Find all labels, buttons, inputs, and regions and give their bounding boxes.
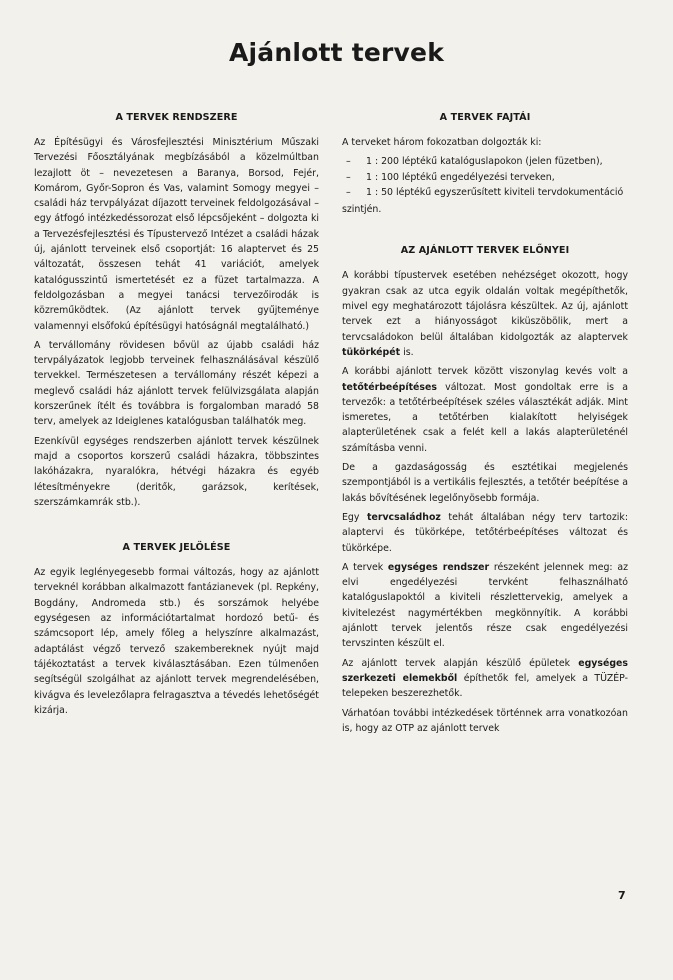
paragraph [342,268,628,360]
list-item: – 1 : 200 léptékű katalóguslapokon (jelen füzetben), [342,154,628,169]
text-run: A tervek [342,561,384,573]
text-run: A korábbi típustervek esetében nehézséget okozott, hogy gyakran csak az utca egyik oldalán voltak megépíthetők, mivel egy meghatározott tájolásra készültek. Az új, ajánlott tervek ezt a hiányosságot kiküszöbölik, mert a tervcsaládokon belül általában kidolgozták az alaptervek [342,270,628,343]
paragraph: A terveket három fokozatban dolgozták ki: [342,137,542,148]
text-run: változat. Most gondoltak erre is a tervezők: a tetőtérbeépítések széles választékát adják. Mint ismeretes, a tetőtérben kialakított helyiségek alapterületének csak a felét kell a lakás alapterületénél számításba venni. [342,381,629,454]
bold-text: tetőtérbeépítéses [342,381,437,393]
paragraph [342,560,628,652]
bold-text: egységes szerkezeti elemekből [342,657,628,684]
bold-text: tükörképét [342,346,401,358]
paragraph: A tervállomány rövidesen bővül az újabb családi ház tervpályázatok legjobb terveinek felhasználásával készülő tervekkel. Természetesen a tervállomány részét képezi a meglevő családi ház ajánlott tervek felülvizsgálata alapján korszerűnek ítélt és továbbra is forgalomban maradó 58 terv, amelyek az Ideiglenes katalógusban találhatók meg. [34,339,319,428]
page-number: 7 [618,889,626,902]
text-run: A korábbi ajánlott tervek között viszonylag kevés volt a [342,366,628,378]
bold-text: egységes rendszer [387,561,490,573]
right-column [342,112,628,740]
paragraph [342,656,628,702]
bold-text: tervcsaládhoz [366,511,441,523]
paragraph [342,364,628,456]
left-column [34,112,319,722]
section-heading-rendszere: A TERVEK RENDSZERE [115,112,238,123]
paragraph: Várhatóan további intézkedések történnek arra vonatkozóan is, hogy az OTP az ajánlott tervek [342,707,628,734]
text-run: Egy [342,511,360,523]
section-heading-jelolese: A TERVEK JELÖLÉSE [122,542,231,554]
page-title: Ajánlott tervek [228,38,445,67]
paragraph [342,510,628,556]
paragraph: szintjén. [342,204,382,216]
paragraph: Az Építésügyi és Városfejlesztési Minisztérium Műszaki Tervezési Főosztályának megbízásából a közelmúltban lezajlott öt – nevezetesen a Baranya, Borsod, Fejér, Komárom, Győr-Sopron és Vas, valamint Somogy megyei – családi ház tervpályázat díjazott terveinek feldolgozásával – egy átfogó intézkedéssorozat első lépcsőjeként – dolgozta ki a Tervezésfejlesztési és Típustervező Intézet a családi házak új, ajánlott terveinek első csoportját: 16 alaptervet és 25 változatát, összesen tehát 41 variációt, amelyek katalógusszintű ismertetését ez a füzet tartalmazza. A feldolgozásban a megyei tanácsi tervezőirodák is közreműködtek. (Az ajánlott tervek gyűjteménye valamennyi elsőfokú építésügyi hatóságnál megtalálható.) [34,137,319,332]
text-run: tehát általában négy terv tartozik: alaptervi és tükörképe, tetőtérbeépítéses változat és tükörképe. [342,511,628,554]
text-run: építhetők fel, amelyek a TÜZÉP-telepeken beszerezhetők. [342,672,628,700]
paragraph: Ezenkívül egységes rendszerben ajánlott tervek készülnek majd a csoportos korszerű családi házakra, többszintes lakóházakra, nyaralókra, hétvégi házakra és egyéb létesítményekre (deritők, garázsok, kerítések, szerszámkamrák stb.). [34,435,319,508]
section-heading-fajtai: A TERVEK FAJTÁI [439,112,531,123]
section-heading-elonyei: AZ AJÁNLOTT TERVEK ELŐNYEI [400,245,570,257]
text-run: is. [403,346,414,358]
paragraph: De a gazdaságosság és esztétikai megjelenés szempontjából is a vertikális fejlesztés, a tetőtér beépítése a lakás bővítésének legelőnyösebb formája. [342,462,628,504]
text-run: részeként jelennek meg: az elvi engedélyezési tervként felhasználható katalóguslapoktól a kiviteli részlettervekig, amelyek a kivitelezést nagymértékben megkönnyítik. A korábbi ajánlott tervek jelentős része csak engedélyezési tervszinten készült el. [342,561,628,650]
list-item: – 1 : 100 léptékű engedélyezési terveken, [342,170,628,185]
text-run: Az ajánlott tervek alapján készülő épületek [342,657,571,669]
plan-levels-list [342,154,628,200]
paragraph: Az egyik leglényegesebb formai változás, hogy az ajánlott terveknél korábban alkalmazott fantázianevek (pl. Repkény, Bogdány, Andromeda stb.) és sorszámok helyébe egységesen az információtartalmat hordozó betű- és számcsoport lép, amely főleg a helyszínre alkalmazást, adaptálást végző tervező szakembereknek nyújt majd tájékoztatást a tervek kiválasztásában. Ezen túlmenően segítségül szolgálhat az ajánlott tervek megrendelésében, kivágva és levelezőlapra felragasztva a tévedés lehetőségét kizárja. [34,567,319,716]
list-item: – 1 : 50 léptékű egyszerűsített kiviteli tervdokumentáció [342,185,628,200]
